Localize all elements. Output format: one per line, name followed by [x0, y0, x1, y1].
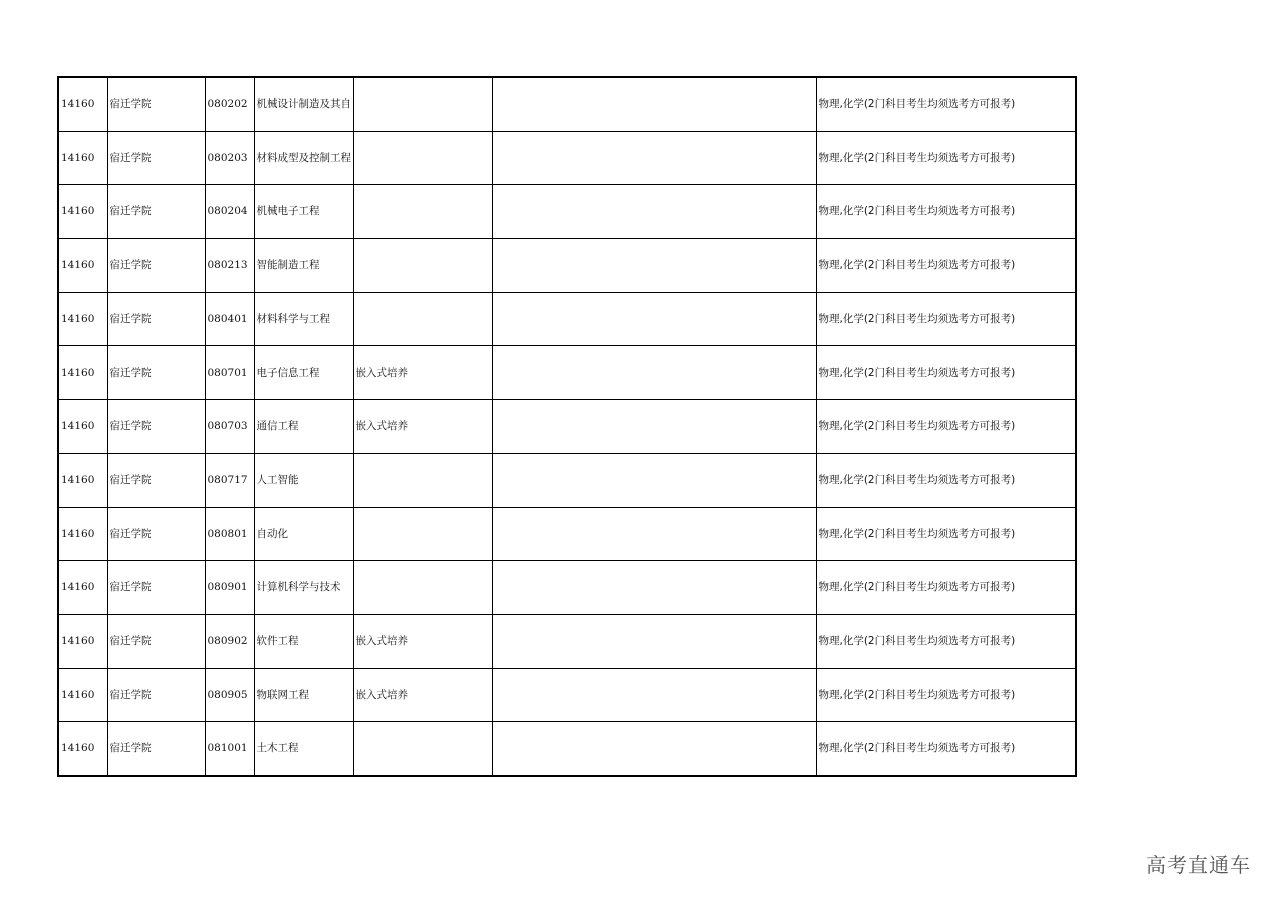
major-name-cell: 人工智能	[254, 453, 353, 507]
table-row	[58, 346, 1076, 400]
school-code-cell: 14160	[58, 453, 107, 507]
remarks-cell	[492, 185, 816, 239]
school-name-cell: 宿迁学院	[107, 668, 205, 722]
subject-requirement-cell: 物理,化学(2门科目考生均须选考方可报考)	[816, 292, 1076, 346]
school-name-cell: 宿迁学院	[107, 131, 205, 185]
major-note-cell	[353, 185, 492, 239]
remarks-cell	[492, 239, 816, 293]
major-name-cell: 计算机科学与技术	[254, 561, 353, 615]
major-name-cell: 物联网工程	[254, 668, 353, 722]
major-code-cell: 080801	[205, 507, 254, 561]
subject-requirement-cell: 物理,化学(2门科目考生均须选考方可报考)	[816, 400, 1076, 454]
school-name-cell: 宿迁学院	[107, 346, 205, 400]
subject-requirement-cell: 物理,化学(2门科目考生均须选考方可报考)	[816, 239, 1076, 293]
major-name-cell: 机械电子工程	[254, 185, 353, 239]
remarks-cell	[492, 614, 816, 668]
remarks-cell	[492, 346, 816, 400]
table-row	[58, 614, 1076, 668]
major-note-cell: 嵌入式培养	[353, 668, 492, 722]
subject-requirement-cell: 物理,化学(2门科目考生均须选考方可报考)	[816, 185, 1076, 239]
major-code-cell: 080701	[205, 346, 254, 400]
major-note-cell	[353, 722, 492, 776]
school-name-cell: 宿迁学院	[107, 614, 205, 668]
major-code-cell: 080203	[205, 131, 254, 185]
major-name-cell: 通信工程	[254, 400, 353, 454]
subject-requirement-cell: 物理,化学(2门科目考生均须选考方可报考)	[816, 131, 1076, 185]
school-code-cell: 14160	[58, 239, 107, 293]
school-code-cell: 14160	[58, 507, 107, 561]
major-name-cell: 软件工程	[254, 614, 353, 668]
school-code-cell: 14160	[58, 722, 107, 776]
school-code-cell: 14160	[58, 77, 107, 131]
major-name-cell: 土木工程	[254, 722, 353, 776]
table-row	[58, 292, 1076, 346]
enrollment-table	[57, 76, 1077, 777]
school-code-cell: 14160	[58, 292, 107, 346]
major-note-cell	[353, 507, 492, 561]
table-body	[58, 77, 1076, 776]
subject-requirement-cell: 物理,化学(2门科目考生均须选考方可报考)	[816, 77, 1076, 131]
school-name-cell: 宿迁学院	[107, 185, 205, 239]
major-name-cell: 材料成型及控制工程	[254, 131, 353, 185]
subject-requirement-cell: 物理,化学(2门科目考生均须选考方可报考)	[816, 722, 1076, 776]
school-code-cell: 14160	[58, 131, 107, 185]
school-name-cell: 宿迁学院	[107, 453, 205, 507]
school-code-cell: 14160	[58, 668, 107, 722]
major-note-cell	[353, 292, 492, 346]
major-code-cell: 080401	[205, 292, 254, 346]
table-row	[58, 400, 1076, 454]
table-row	[58, 453, 1076, 507]
major-note-cell: 嵌入式培养	[353, 614, 492, 668]
major-note-cell	[353, 131, 492, 185]
major-note-cell	[353, 561, 492, 615]
table-row	[58, 239, 1076, 293]
school-code-cell: 14160	[58, 614, 107, 668]
major-name-cell: 自动化	[254, 507, 353, 561]
remarks-cell	[492, 561, 816, 615]
school-name-cell: 宿迁学院	[107, 292, 205, 346]
remarks-cell	[492, 131, 816, 185]
major-code-cell: 081001	[205, 722, 254, 776]
school-code-cell: 14160	[58, 185, 107, 239]
table-row	[58, 722, 1076, 776]
subject-requirement-cell: 物理,化学(2门科目考生均须选考方可报考)	[816, 453, 1076, 507]
major-code-cell: 080717	[205, 453, 254, 507]
table-row	[58, 507, 1076, 561]
major-name-cell: 智能制造工程	[254, 239, 353, 293]
subject-requirement-cell: 物理,化学(2门科目考生均须选考方可报考)	[816, 346, 1076, 400]
table-row	[58, 131, 1076, 185]
remarks-cell	[492, 668, 816, 722]
school-code-cell: 14160	[58, 400, 107, 454]
major-note-cell	[353, 77, 492, 131]
remarks-cell	[492, 292, 816, 346]
major-name-cell: 电子信息工程	[254, 346, 353, 400]
major-note-cell	[353, 453, 492, 507]
table-row	[58, 185, 1076, 239]
remarks-cell	[492, 507, 816, 561]
major-code-cell: 080901	[205, 561, 254, 615]
major-name-cell: 材料科学与工程	[254, 292, 353, 346]
table-row	[58, 561, 1076, 615]
school-name-cell: 宿迁学院	[107, 722, 205, 776]
major-code-cell: 080204	[205, 185, 254, 239]
subject-requirement-cell: 物理,化学(2门科目考生均须选考方可报考)	[816, 668, 1076, 722]
major-code-cell: 080202	[205, 77, 254, 131]
school-name-cell: 宿迁学院	[107, 400, 205, 454]
subject-requirement-cell: 物理,化学(2门科目考生均须选考方可报考)	[816, 561, 1076, 615]
watermark-text: 高考直通车	[1146, 853, 1251, 877]
remarks-cell	[492, 453, 816, 507]
major-code-cell: 080213	[205, 239, 254, 293]
subject-requirement-cell: 物理,化学(2门科目考生均须选考方可报考)	[816, 507, 1076, 561]
school-code-cell: 14160	[58, 346, 107, 400]
remarks-cell	[492, 722, 816, 776]
subject-requirement-cell: 物理,化学(2门科目考生均须选考方可报考)	[816, 614, 1076, 668]
school-name-cell: 宿迁学院	[107, 239, 205, 293]
school-name-cell: 宿迁学院	[107, 77, 205, 131]
table-row	[58, 668, 1076, 722]
major-note-cell: 嵌入式培养	[353, 400, 492, 454]
school-name-cell: 宿迁学院	[107, 507, 205, 561]
major-code-cell: 080905	[205, 668, 254, 722]
school-name-cell: 宿迁学院	[107, 561, 205, 615]
major-name-cell: 机械设计制造及其自	[254, 77, 353, 131]
major-code-cell: 080703	[205, 400, 254, 454]
school-code-cell: 14160	[58, 561, 107, 615]
major-code-cell: 080902	[205, 614, 254, 668]
major-note-cell	[353, 239, 492, 293]
major-note-cell: 嵌入式培养	[353, 346, 492, 400]
table-row	[58, 77, 1076, 131]
remarks-cell	[492, 77, 816, 131]
remarks-cell	[492, 400, 816, 454]
